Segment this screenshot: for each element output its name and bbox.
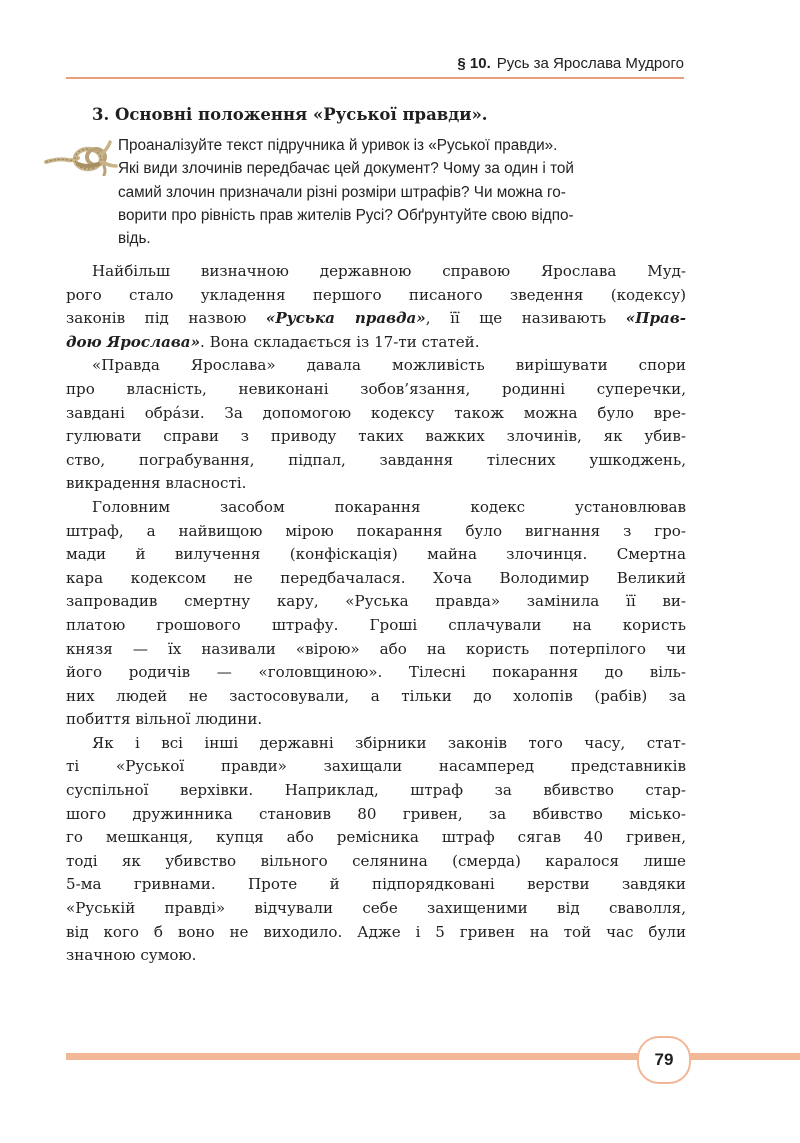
paragraph-line — [66, 307, 686, 331]
paragraph-line — [66, 944, 686, 968]
text-run: про власність, невиконані зобов’язання, родинні суперечки, — [66, 379, 686, 398]
text-run: «Руській правді» відчували себе захищеними від сваволля, — [66, 899, 686, 918]
text-run: платою грошового штрафу. Гроші сплачували на користь — [66, 615, 686, 634]
text-run: побиття вільної людини. — [66, 710, 263, 729]
text-run: запровадив смертну кару, «Руська правда» замінила її ви- — [66, 592, 686, 611]
paragraph-line — [66, 921, 686, 945]
text-run: шого дружинника становив 80 гривен, за вбивство місько- — [66, 804, 686, 823]
paragraph-line — [66, 873, 686, 897]
text-run: штраф, а найвищою мірою покарання було вигнання з гро- — [66, 521, 686, 540]
paragraph-line — [66, 779, 686, 803]
paragraph-line — [66, 755, 686, 779]
task-line: самий злочин призначали різні розміри штрафів? Чи можна го- — [118, 183, 566, 201]
bold-italic-term: «Прав- — [625, 309, 687, 328]
paragraph-line — [66, 543, 686, 567]
task-line: Які види злочинів передбачає цей документ? Чому за один і той — [118, 160, 574, 178]
paragraph — [66, 496, 686, 732]
paragraph-line — [66, 661, 686, 685]
paragraph-line — [66, 685, 686, 709]
paragraph-line — [66, 472, 686, 496]
bold-italic-term: «Руська правда» — [265, 309, 426, 328]
paragraph-line — [66, 732, 686, 756]
text-run: суспільної верхівки. Наприклад, штраф за вбивство стар- — [66, 781, 686, 800]
paragraph-line — [66, 638, 686, 662]
bold-italic-term: дою Ярослава» — [66, 332, 201, 351]
text-run: значною сумою. — [66, 946, 197, 965]
running-header — [66, 52, 684, 76]
paragraph-line — [66, 284, 686, 308]
paragraph-line — [66, 260, 686, 284]
task-block — [118, 134, 690, 250]
text-run: ті «Руської правди» захищали насамперед представників — [66, 757, 686, 776]
paragraph-line — [66, 496, 686, 520]
rope-knot-icon — [44, 140, 118, 176]
text-run: гулювати справи з приводу таких важких злочинів, як убив- — [66, 427, 686, 446]
paragraph-line — [66, 708, 686, 732]
paragraph-line — [66, 826, 686, 850]
header-section-number: § 10. — [457, 55, 491, 72]
page-number: 79 — [637, 1036, 691, 1084]
task-line: ворити про рівність прав жителів Русі? Обґрунтуйте свою відпо- — [118, 206, 574, 224]
text-run: ство, пограбування, підпал, завдання тілесних ушкоджень, — [66, 450, 686, 469]
text-run: завдані обрáзи. За допомогою кодексу також можна було вре- — [66, 403, 686, 422]
section-heading: 3. Основні положення «Руської правди». — [92, 105, 488, 124]
header-rule — [66, 77, 684, 79]
body-text — [66, 260, 686, 968]
text-run: князя — їх називали «вірою» або на користь потерпілого чи — [66, 639, 686, 658]
text-run: рого стало укладення першого писаного зведення (кодексу) — [66, 285, 686, 304]
paragraph-line — [66, 803, 686, 827]
text-run: кара кодексом не передбачалася. Хоча Володимир Великий — [66, 568, 686, 587]
text-run: законів під назвою — [66, 309, 266, 328]
paragraph-line — [66, 850, 686, 874]
text-run: Як і всі інші державні збірники законів того часу, стат- — [92, 733, 686, 752]
paragraph — [66, 354, 686, 496]
paragraph-line — [66, 425, 686, 449]
text-run: . Вона складається із 17-ти статей. — [200, 332, 480, 351]
text-run: тоді як убивство вільного селянина (смерда) каралося лише — [66, 851, 686, 870]
text-run: викрадення власності. — [66, 474, 247, 493]
text-run: його родичів — «головщиною». Тілесні покарання до віль- — [66, 663, 686, 682]
text-run: го мешканця, купця або ремісника штраф сягав 40 гривен, — [66, 828, 686, 847]
paragraph-line — [66, 614, 686, 638]
text-run: них людей не застосовували, а тільки до холопів (рабів) за — [66, 686, 686, 705]
paragraph-line — [66, 331, 686, 355]
text-run: мади й вилучення (конфіскація) майна злочинця. Смертна — [66, 545, 686, 564]
task-line: Проаналізуйте текст підручника й уривок із «Руської правди». — [118, 137, 558, 154]
paragraph-line — [66, 520, 686, 544]
paragraph — [66, 260, 686, 354]
text-run: «Правда Ярослава» давала можливість вирішувати спори — [92, 356, 686, 375]
text-run: від кого б воно не виходило. Адже і 5 гривен на той час були — [66, 922, 686, 941]
task-line: відь. — [118, 230, 151, 248]
text-run: , її ще називають — [425, 309, 626, 328]
paragraph-line — [66, 354, 686, 378]
text-run: Головним засобом покарання кодекс установлював — [92, 497, 686, 516]
paragraph — [66, 732, 686, 968]
text-run: 5-ма гривнами. Проте й підпорядковані верстви завдяки — [66, 875, 686, 894]
paragraph-line — [66, 567, 686, 591]
header-section-title: Русь за Ярослава Мудрого — [496, 55, 684, 72]
paragraph-line — [66, 378, 686, 402]
paragraph-line — [66, 449, 686, 473]
paragraph-line — [66, 897, 686, 921]
text-run: Найбільш визначною державною справою Ярослава Муд- — [92, 262, 686, 280]
paragraph-line — [66, 402, 686, 426]
paragraph-line — [66, 590, 686, 614]
